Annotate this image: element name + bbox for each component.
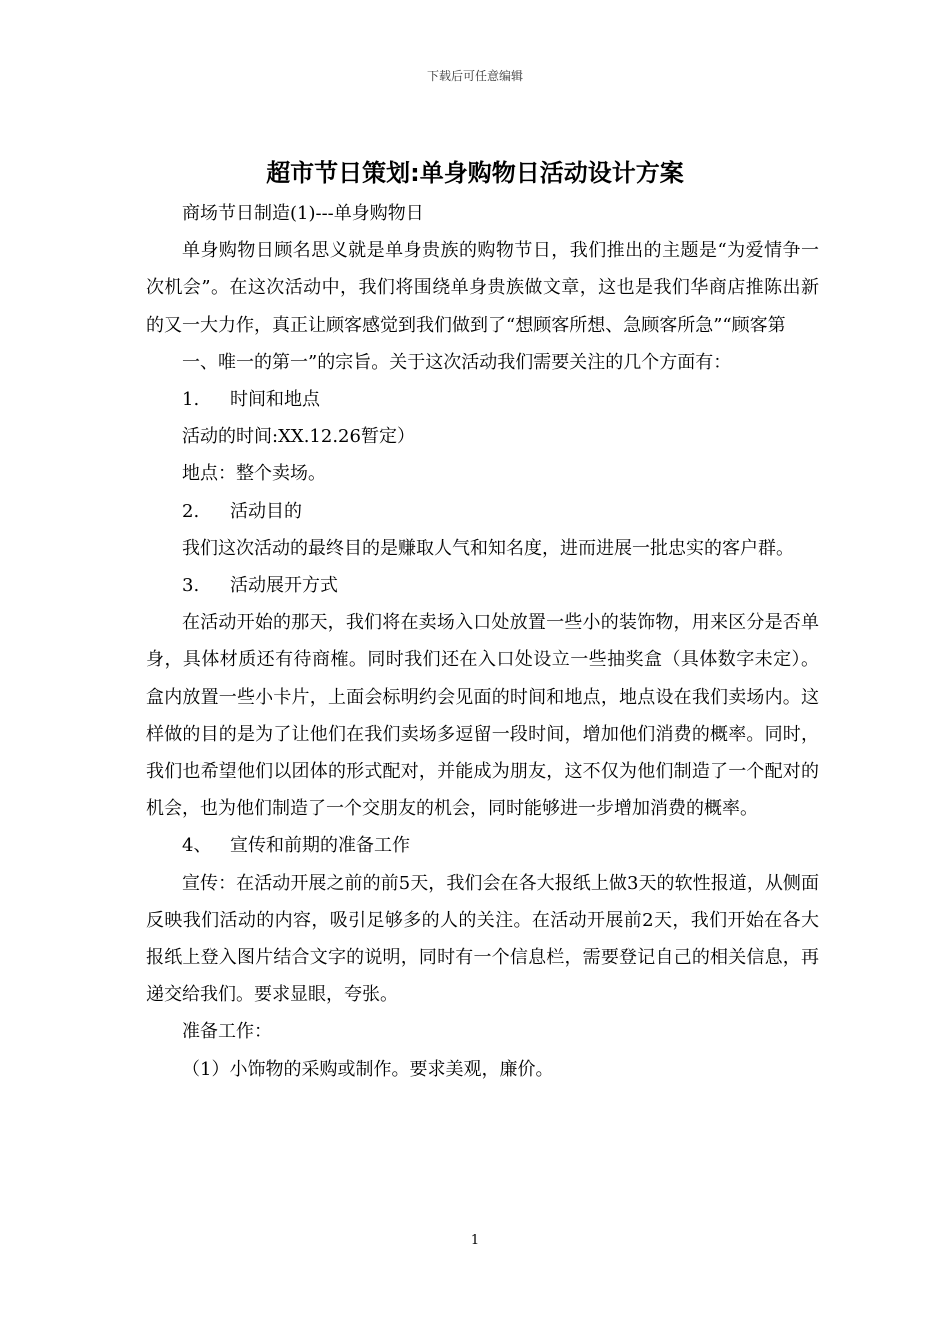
paragraph-method: 在活动开始的那天，我们将在卖场入口处放置一些小的装饰物，用来区分是否单身，具体材质还有待商榷。同时我们还在入口处设立一些抽奖盒（具体数字未定）。盒内放置一些小卡片，上面会标明约会见面的时间和地点，地点设在我们卖场内。这样做的目的是为了让他们在我们卖场多逗留一段时间，增加他们消费的概率。同时，我们也希望他们以团体的形式配对，并能成为朋友，这不仅为他们制造了一个配对的机会，也为他们制造了一个交朋友的机会，同时能够进一步增加消费的概率。 — [146, 612, 819, 820]
section-heading-purpose — [146, 493, 819, 530]
section-heading-promotion — [146, 827, 819, 864]
section-heading-time-place — [146, 381, 819, 418]
section-label: 时间和地点 — [230, 389, 320, 411]
section-number: 3. — [182, 575, 200, 597]
paragraph-activity-place: 地点：整个卖场。 — [182, 463, 326, 485]
section-label: 宣传和前期的准备工作 — [230, 835, 410, 857]
paragraph-activity-time: 活动的时间:XX.12.26暂定） — [182, 426, 415, 448]
document-body — [146, 195, 819, 1088]
paragraph-intro: 单身购物日顾名思义就是单身贵族的购物节日，我们推出的主题是“为爱情争一次机会”。在这次活动中，我们将围绕单身贵族做文章，这也是我们华商店推陈出新的又一大力作，真正让顾客感觉到我们做到了“想顾客所想、急顾客所急”“顾客第 — [146, 240, 819, 336]
section-label: 活动展开方式 — [230, 575, 338, 597]
section-number: 4、 — [182, 835, 212, 857]
paragraph-preparation-item: （1）小饰物的采购或制作。要求美观，廉价。 — [182, 1058, 554, 1080]
page-header-note: 下载后可任意编辑 — [426, 69, 523, 83]
section-label: 活动目的 — [230, 500, 302, 522]
section-number: 2. — [182, 500, 200, 522]
paragraph-intro-cont: 一、唯一的第一”的宗旨。关于这次活动我们需要关注的几个方面有： — [182, 351, 732, 373]
document-title: 超市节日策划:单身购物日活动设计方案 — [266, 159, 684, 187]
paragraph-promotion: 宣传：在活动开展之前的前5天，我们会在各大报纸上做3天的软性报道，从侧面反映我们活动的内容，吸引足够多的人的关注。在活动开展前2天，我们开始在各大报纸上登入图片结合文字的说明，同时有一个信息栏，需要登记自己的相关信息，再递交给我们。要求显眼，夸张。 — [146, 872, 819, 1006]
paragraph-purpose: 我们这次活动的最终目的是赚取人气和知名度，进而进展一批忠实的客户群。 — [182, 537, 794, 559]
section-heading-method — [146, 567, 819, 604]
paragraph-preparation-heading: 准备工作： — [182, 1021, 272, 1043]
paragraph-subtitle: 商场节日制造(1)---单身购物日 — [182, 203, 424, 224]
section-number: 1. — [182, 389, 200, 411]
page-number: 1 — [470, 1233, 480, 1248]
